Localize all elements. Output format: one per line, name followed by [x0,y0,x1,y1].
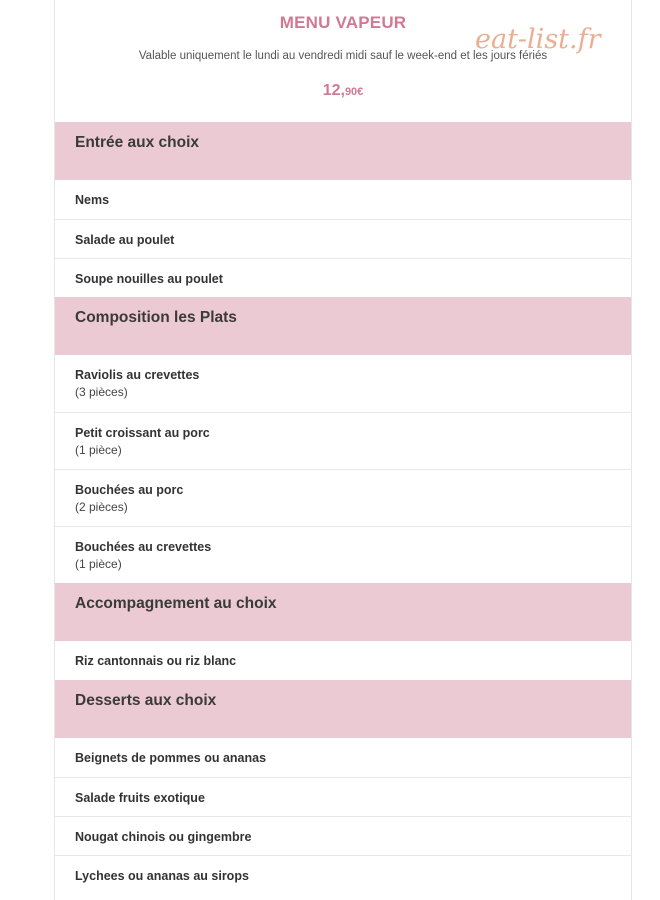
section-title: Entrée aux choix [55,122,631,180]
menu-item [55,738,631,777]
section-title: Desserts aux choix [55,680,631,738]
menu-item [55,526,631,583]
item-name: Nems [75,193,110,207]
menu-title: MENU VAPEUR [279,13,407,32]
item-detail: (3 pièces) [75,385,128,399]
item-name: Lychees ou ananas au sirops [75,869,249,883]
item-name: Salade fruits exotique [75,791,205,805]
menu-validity-note: Valable uniquement le lundi au vendredi midi sauf le week-end et les jours fériés [138,50,548,62]
item-name: Soupe nouilles au poulet [75,272,223,286]
item-name: Salade au poulet [75,233,175,247]
item-name: Riz cantonnais ou riz blanc [75,654,237,668]
menu-card [54,0,632,900]
item-name: Nougat chinois ou gingembre [75,830,252,844]
section-title: Accompagnement au choix [55,583,631,641]
menu-header [55,0,631,122]
menu-item [55,180,631,219]
item-name: Bouchées au porc [75,483,184,497]
menu-item [55,777,631,816]
menu-item [55,412,631,469]
menu-price [55,82,631,100]
item-detail: (1 pièce) [75,443,122,457]
item-name: Beignets de pommes ou ananas [75,751,267,765]
price-main: 12, [322,82,345,99]
item-name: Petit croissant au porc [75,426,210,440]
item-name: Raviolis au crevettes [75,368,200,382]
menu-item [55,641,631,680]
item-name: Bouchées au crevettes [75,540,212,554]
item-detail: (2 pièces) [75,500,128,514]
item-detail: (1 pièce) [75,557,122,571]
menu-item [55,355,631,412]
section-accompagnement [55,583,631,680]
menu-item [55,258,631,297]
section-desserts [55,680,631,894]
section-entree [55,122,631,297]
menu-item [55,816,631,855]
section-title: Composition les Plats [55,297,631,355]
menu-item [55,219,631,258]
price-cents: 90€ [344,86,364,98]
menu-item [55,855,631,894]
watermark: eat-list.fr [475,24,601,55]
menu-item [55,469,631,526]
section-plats [55,297,631,583]
